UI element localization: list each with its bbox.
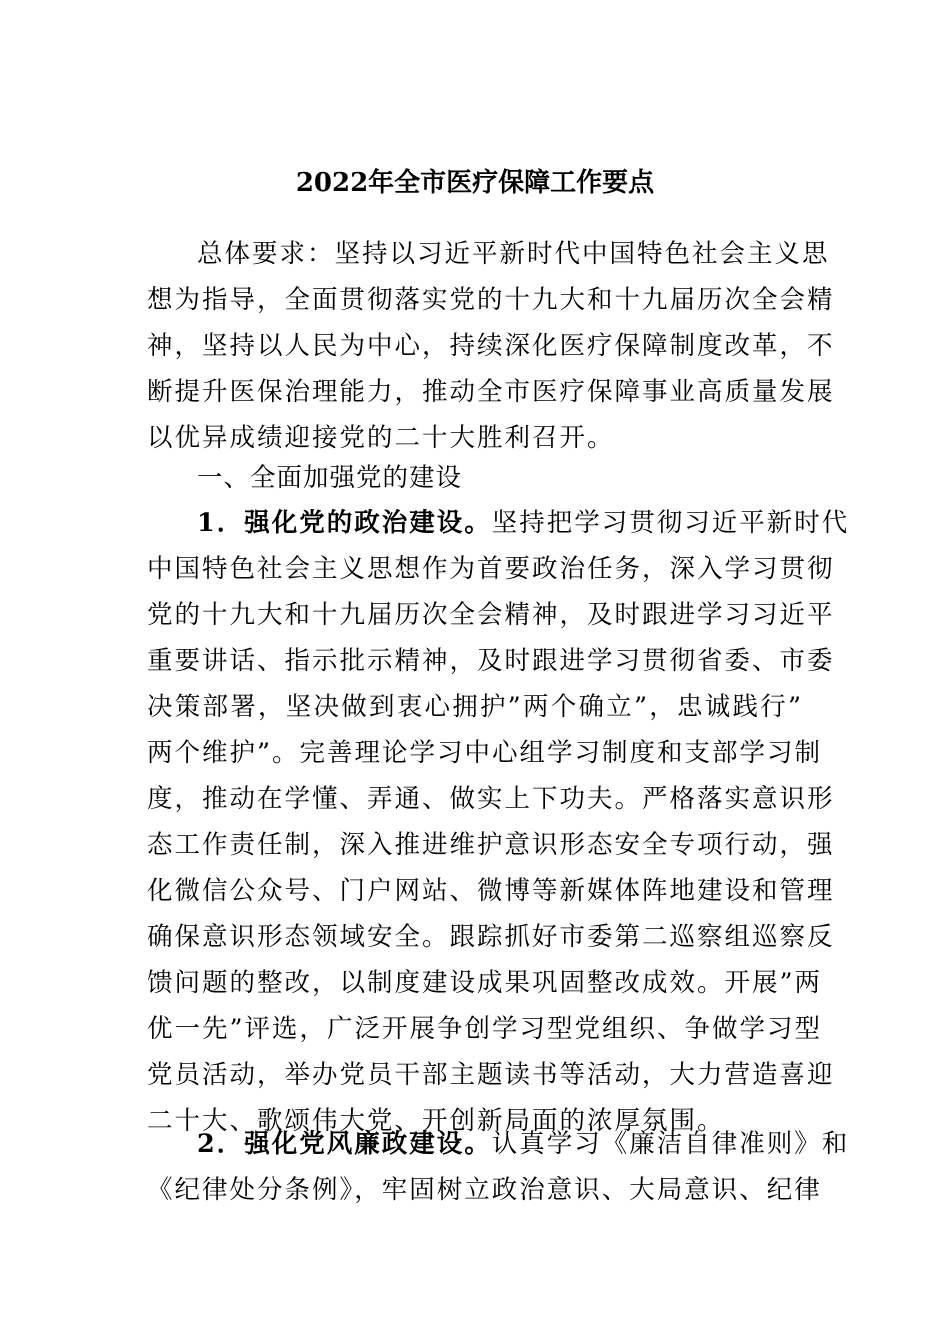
paragraph-line: 化微信公众号、门户网站、微博等新媒体阵地建设和管理 [147, 876, 835, 906]
paragraph-line: 以优异成绩迎接党的二十大胜利召开。 [147, 423, 615, 453]
paragraph-line: 度，推动在学懂、弄通、做实上下功夫。严格落实意识形 [147, 784, 835, 814]
item-1-first-line-text: 坚持把学习贯彻习近平新时代 [491, 508, 850, 538]
paragraph-line: 馈问题的整改，以制度建设成果巩固整改成效。开展”两 [147, 968, 823, 998]
paragraph-line: 重要讲话、指示批示精神，及时跟进学习贯彻省委、市委 [147, 646, 835, 676]
paragraph-line: 党员活动，举办党员干部主题读书等活动，大力营造喜迎 [147, 1060, 835, 1090]
section-heading: 一、全面加强党的建设 [197, 463, 463, 493]
paragraph-line: 神，坚持以人民为中心，持续深化医疗保障制度改革，不 [147, 331, 835, 361]
paragraph-line: 决策部署，坚决做到衷心拥护”两个确立”，忠诚践行” [147, 692, 803, 722]
overall-requirements-paragraph [147, 231, 835, 461]
paragraph-line: 《纪律处分条例》，牢固树立政治意识、大局意识、纪律 [147, 1175, 822, 1205]
item-2-lead: 2．强化党风廉政建设。 [197, 1129, 492, 1159]
paragraph-line [147, 1121, 850, 1167]
paragraph-line: 两个维护”。完善理论学习中心组学习制度和支部学习制 [147, 738, 823, 768]
paragraph-line: 总体要求：坚持以习近平新时代中国特色社会主义思 [197, 239, 830, 269]
paragraph-line: 中国特色社会主义思想作为首要政治任务，深入学习贯彻 [147, 554, 835, 584]
paragraph-line: 断提升医保治理能力，推动全市医疗保障事业高质量发展 [147, 377, 835, 407]
item-2-paragraph [147, 1121, 850, 1213]
paragraph-line: 想为指导，全面贯彻落实党的十九大和十九届历次全会精 [147, 285, 835, 315]
paragraph-line: 二十大、歌颂伟大党、开创新局面的浓厚氛围。 [147, 1106, 725, 1136]
document-title: 2022年全市医疗保障工作要点 [295, 168, 655, 198]
paragraph-line: 态工作责任制，深入推进维护意识形态安全专项行动，强 [147, 830, 835, 860]
paragraph-line: 党的十九大和十九届历次全会精神，及时跟进学习习近平 [147, 600, 835, 630]
item-1-lead: 1．强化党的政治建设。 [197, 508, 492, 538]
paragraph-line: 确保意识形态领域安全。跟踪抓好市委第二巡察组巡察反 [147, 922, 835, 952]
paragraph-line: 优一先”评选，广泛开展争创学习型党组织、争做学习型 [147, 1014, 823, 1044]
item-2-first-line-text: 认真学习《廉洁自律准则》和 [491, 1129, 850, 1159]
paragraph-line [147, 500, 850, 546]
